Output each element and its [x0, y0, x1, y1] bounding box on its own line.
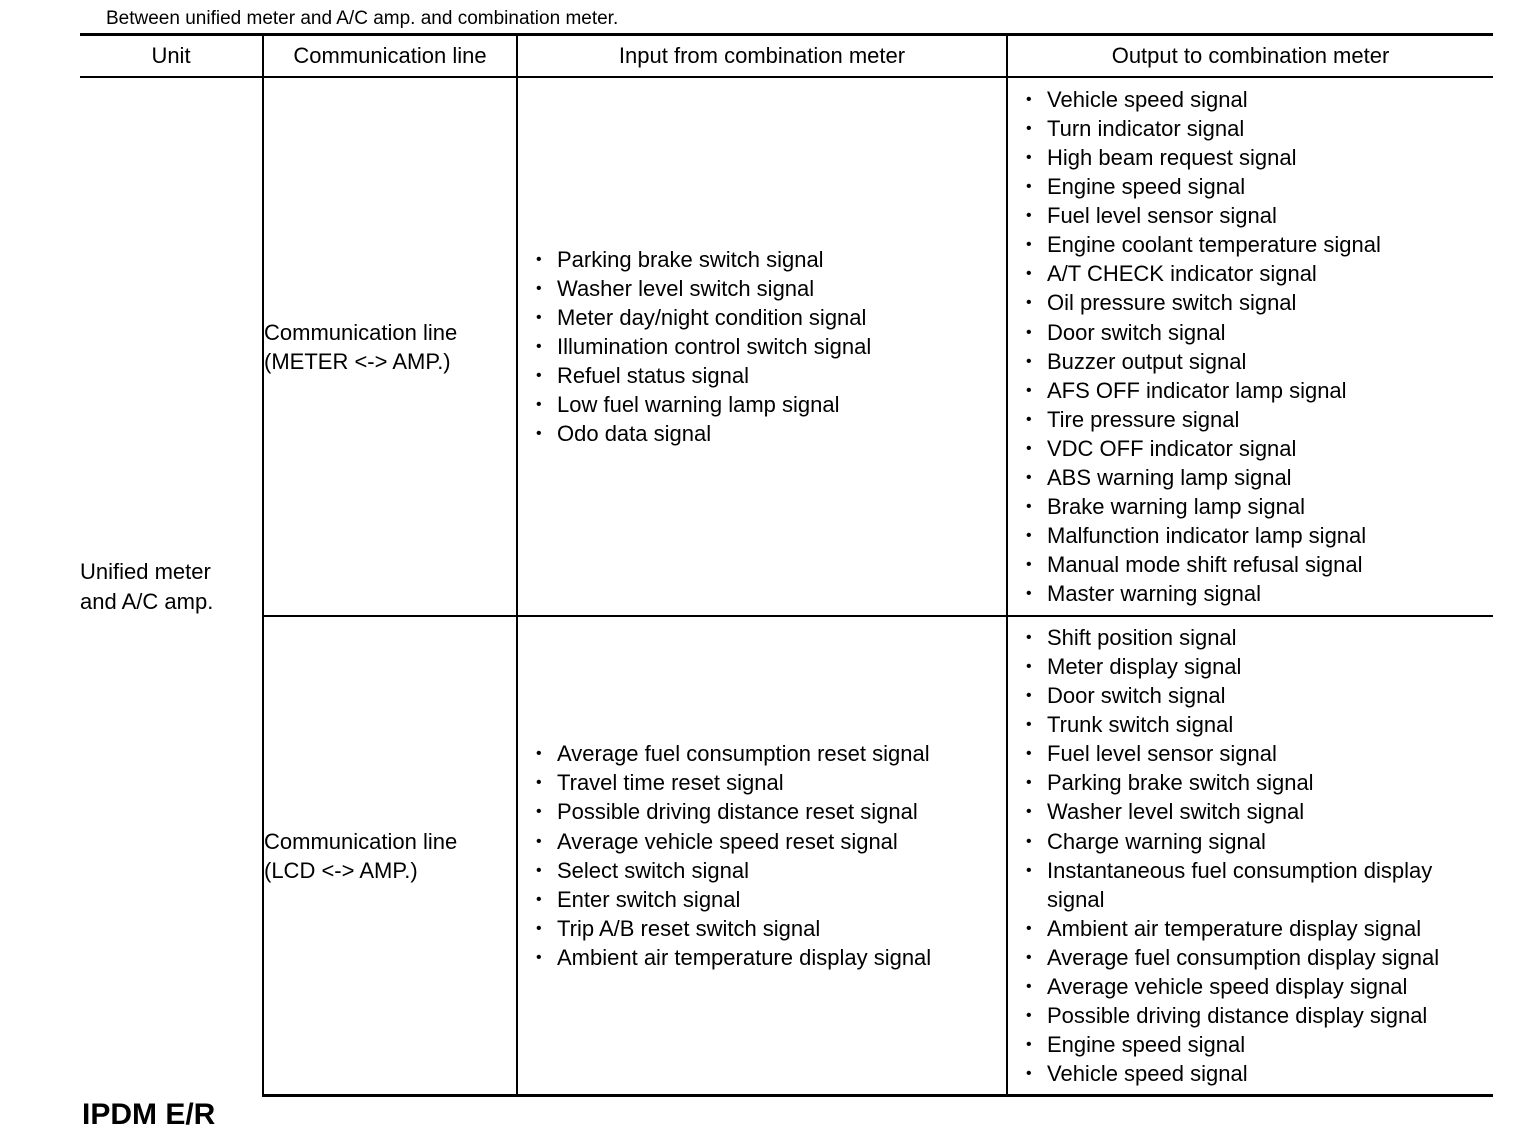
signal-item: • Shift position signal	[1047, 623, 1493, 652]
output-signals-cell	[1007, 616, 1493, 1095]
signal-item: • Washer level switch signal	[557, 274, 1006, 303]
signal-item: • Oil pressure switch signal	[1047, 288, 1493, 317]
signal-item: • Vehicle speed signal	[1047, 1059, 1493, 1088]
signal-item: • Ambient air temperature display signal	[557, 943, 1006, 972]
signal-item: • Average vehicle speed reset signal	[557, 827, 1006, 856]
input-signal-list	[518, 245, 1006, 449]
output-signals-cell	[1007, 77, 1493, 616]
signal-item: • Low fuel warning lamp signal	[557, 390, 1006, 419]
signal-item: • Tire pressure signal	[1047, 405, 1493, 434]
input-signals-cell	[517, 616, 1007, 1095]
signal-item: • Meter display signal	[1047, 652, 1493, 681]
signal-item: • VDC OFF indicator signal	[1047, 434, 1493, 463]
signal-table	[80, 33, 1493, 1097]
signal-item: • Washer level switch signal	[1047, 797, 1493, 826]
signal-item: • Engine speed signal	[1047, 1030, 1493, 1059]
signal-item: • ABS warning lamp signal	[1047, 463, 1493, 492]
communication-line-name: Communication line	[264, 319, 458, 345]
unit-line-2: and A/C amp.	[80, 588, 214, 614]
unit-line-1: Unified meter	[80, 558, 211, 584]
communication-line-path: (LCD <-> AMP.)	[264, 857, 418, 883]
header-output: Output to combination meter	[1007, 35, 1493, 78]
output-signal-list	[1008, 623, 1493, 1089]
signal-item: • Average vehicle speed display signal	[1047, 972, 1493, 1001]
signal-item: • Master warning signal	[1047, 579, 1493, 608]
unit-cell	[80, 77, 263, 1096]
input-signals-cell	[517, 77, 1007, 616]
signal-item: • Instantaneous fuel consumption display signal	[1047, 856, 1493, 914]
table-header-row	[80, 35, 1493, 78]
signal-item: • Travel time reset signal	[557, 768, 1006, 797]
signal-item: • AFS OFF indicator lamp signal	[1047, 376, 1493, 405]
header-input: Input from combination meter	[517, 35, 1007, 78]
signal-item: • Brake warning lamp signal	[1047, 492, 1493, 521]
signal-item: • Charge warning signal	[1047, 827, 1493, 856]
signal-item: • A/T CHECK indicator signal	[1047, 259, 1493, 288]
header-unit: Unit	[80, 35, 263, 78]
signal-item: • Average fuel consumption display signal	[1047, 943, 1493, 972]
signal-item: • Parking brake switch signal	[557, 245, 1006, 274]
table-row	[80, 616, 1493, 1095]
signal-item: • Engine coolant temperature signal	[1047, 230, 1493, 259]
table-row	[80, 77, 1493, 616]
signal-item: • Select switch signal	[557, 856, 1006, 885]
table-caption: Between unified meter and A/C amp. and combination meter.	[106, 8, 619, 29]
signal-item: • Average fuel consumption reset signal	[557, 739, 1006, 768]
signal-item: • Turn indicator signal	[1047, 114, 1493, 143]
signal-item: • Door switch signal	[1047, 318, 1493, 347]
signal-item: • Fuel level sensor signal	[1047, 201, 1493, 230]
communication-line-path: (METER <-> AMP.)	[264, 348, 451, 374]
communication-line-cell	[263, 616, 517, 1095]
signal-item: • Illumination control switch signal	[557, 332, 1006, 361]
signal-item: • Manual mode shift refusal signal	[1047, 550, 1493, 579]
signal-item: • Possible driving distance reset signal	[557, 797, 1006, 826]
signal-item: • Ambient air temperature display signal	[1047, 914, 1493, 943]
signal-item: • Trip A/B reset switch signal	[557, 914, 1006, 943]
communication-line-cell	[263, 77, 517, 616]
signal-item: • Buzzer output signal	[1047, 347, 1493, 376]
header-communication-line: Communication line	[263, 35, 517, 78]
signal-item: • Refuel status signal	[557, 361, 1006, 390]
signal-item: • High beam request signal	[1047, 143, 1493, 172]
output-signal-list	[1008, 85, 1493, 609]
signal-item: • Meter day/night condition signal	[557, 303, 1006, 332]
signal-item: • Door switch signal	[1047, 681, 1493, 710]
next-section-heading: IPDM E/R	[82, 1098, 216, 1131]
signal-item: • Parking brake switch signal	[1047, 768, 1493, 797]
signal-item: • Vehicle speed signal	[1047, 85, 1493, 114]
signal-item: • Fuel level sensor signal	[1047, 739, 1493, 768]
signal-item: • Malfunction indicator lamp signal	[1047, 521, 1493, 550]
signal-item: • Odo data signal	[557, 419, 1006, 448]
signal-item: • Engine speed signal	[1047, 172, 1493, 201]
signal-item: • Possible driving distance display signal	[1047, 1001, 1493, 1030]
input-signal-list	[518, 739, 1006, 972]
communication-line-name: Communication line	[264, 828, 458, 854]
signal-item: • Enter switch signal	[557, 885, 1006, 914]
signal-item: • Trunk switch signal	[1047, 710, 1493, 739]
